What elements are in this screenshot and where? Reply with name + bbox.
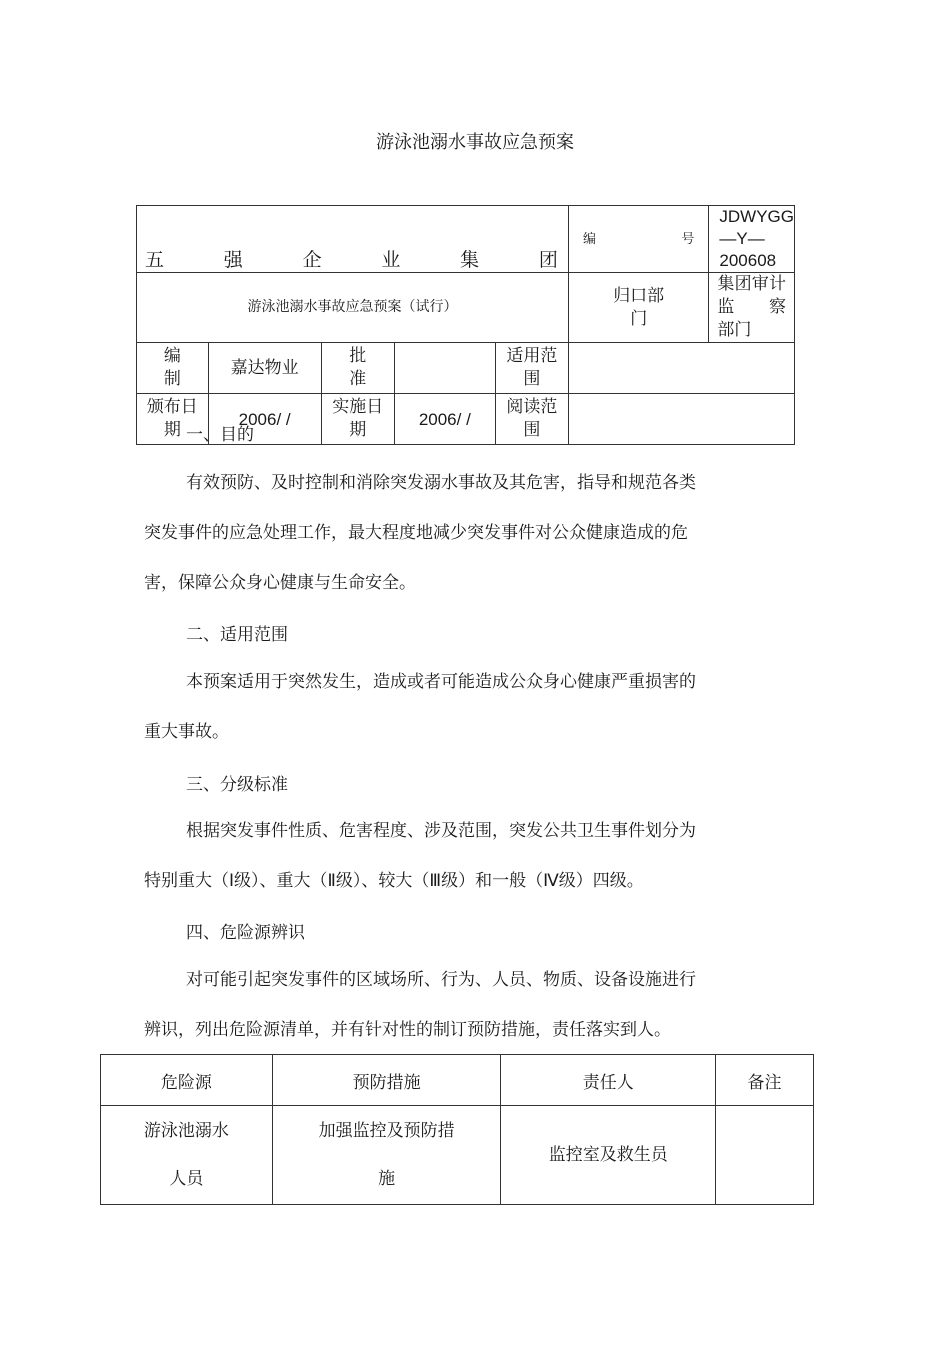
hazard-table bbox=[100, 1054, 814, 1205]
hazard-cell: 游泳池溺水 人员 bbox=[101, 1106, 273, 1205]
plan-name: 游泳池溺水事故应急预案（试行） bbox=[137, 273, 569, 343]
reading-scope-value bbox=[568, 394, 794, 445]
document-header-table bbox=[136, 205, 795, 445]
effective-date-label: 实施日 期 bbox=[321, 394, 394, 445]
section-3-heading: 三、分级标准 bbox=[186, 775, 288, 795]
scope-value bbox=[568, 343, 794, 394]
measure-cell: 加强监控及预防措 施 bbox=[272, 1106, 501, 1205]
section-2-line-1: 本预案适用于突然发生，造成或者可能造成公众身心健康严重损害的 bbox=[186, 672, 696, 692]
reading-scope-label: 阅读范 围 bbox=[495, 394, 568, 445]
company-name-cell bbox=[137, 206, 569, 273]
column-header: 责任人 bbox=[501, 1055, 716, 1106]
dept-label: 归口部 门 bbox=[568, 273, 708, 343]
issue-date-value: 2006/ / bbox=[208, 394, 321, 445]
section-1-line-1: 有效预防、及时控制和消除突发溺水事故及其危害，指导和规范各类 bbox=[186, 473, 696, 493]
section-4-line-1: 对可能引起突发事件的区域场所、行为、人员、物质、设备设施进行 bbox=[186, 970, 696, 990]
effective-date-value: 2006/ / bbox=[394, 394, 495, 445]
document-title: 游泳池溺水事故应急预案 bbox=[376, 132, 574, 153]
section-2-heading: 二、适用范围 bbox=[186, 625, 288, 645]
scope-label: 适用范 围 bbox=[495, 343, 568, 394]
dept-value: 集团审计监察 部门 bbox=[709, 273, 795, 343]
section-3-line-2: 特别重大（Ⅰ级）、重大（Ⅱ级）、较大（Ⅲ级）和一般（Ⅳ级）四级。 bbox=[144, 871, 644, 891]
table-header-row bbox=[101, 1055, 814, 1106]
section-3-line-1: 根据突发事件性质、危害程度、涉及范围，突发公共卫生事件划分为 bbox=[186, 821, 696, 841]
compiler-label: 编 制 bbox=[137, 343, 209, 394]
section-1-line-2: 突发事件的应急处理工作，最大程度地减少突发事件对公众健康造成的危 bbox=[144, 523, 688, 543]
compiler-value: 嘉达物业 bbox=[208, 343, 321, 394]
issue-date-label: 颁布日 期 bbox=[137, 394, 209, 445]
section-2-line-2: 重大事故。 bbox=[144, 722, 229, 742]
remark-cell bbox=[716, 1106, 814, 1205]
column-header: 危险源 bbox=[101, 1055, 273, 1106]
responsible-cell: 监控室及救生员 bbox=[501, 1106, 716, 1205]
approver-label: 批 准 bbox=[321, 343, 394, 394]
column-header: 预防措施 bbox=[272, 1055, 501, 1106]
section-1-heading: 一、目的 bbox=[186, 425, 254, 445]
column-header: 备注 bbox=[716, 1055, 814, 1106]
company-name: 五 强 企 业 集 团 bbox=[145, 249, 558, 271]
table-row bbox=[101, 1106, 814, 1205]
section-4-heading: 四、危险源辨识 bbox=[186, 923, 305, 943]
section-1-line-3: 害，保障公众身心健康与生命安全。 bbox=[144, 573, 416, 593]
number-value: JDWYGG—Y— 200608 bbox=[709, 206, 795, 273]
number-label-cell: 编 号 bbox=[568, 206, 708, 273]
section-4-line-2: 辨识，列出危险源清单，并有针对性的制订预防措施，责任落实到人。 bbox=[144, 1020, 671, 1040]
approver-value bbox=[394, 343, 495, 394]
